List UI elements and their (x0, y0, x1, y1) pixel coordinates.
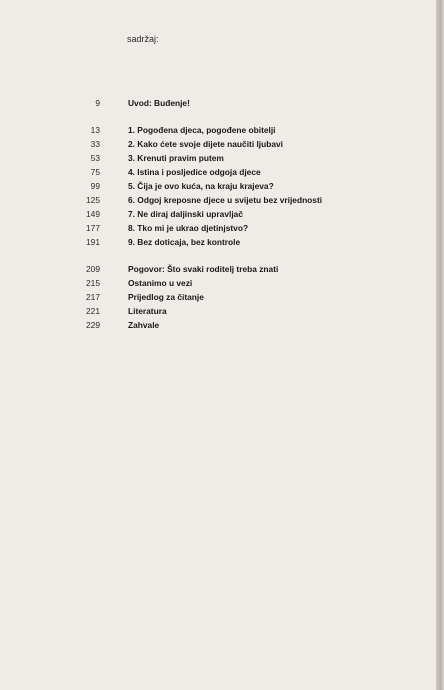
toc-entry-title: 8. Tko mi je ukrao djetinjstvo? (128, 223, 249, 233)
toc-page-number: 53 (90, 153, 100, 163)
toc-entry-title: Uvod: Buđenje! (128, 98, 190, 108)
toc-entry-title: Zahvale (128, 320, 160, 330)
toc-page-number: 215 (86, 278, 100, 288)
toc-page-number: 9 (95, 98, 100, 108)
toc-page-number: 149 (86, 209, 100, 219)
toc-entry-title: Ostanimo u vezi (128, 278, 193, 288)
toc-entry-title: 6. Odgoj kreposne djece u svijetu bez vrijednosti (128, 195, 323, 205)
show-through-text (50, 38, 59, 72)
toc-entry-title: Literatura (128, 306, 167, 316)
toc-page-number: 191 (86, 237, 100, 247)
toc-entry-title: 7. Ne diraj daljinski upravljač (128, 209, 243, 219)
toc-entry-title: Pogovor: Što svaki roditelj treba znati (128, 264, 279, 274)
toc-entry-title: 2. Kako ćete svoje dijete naučiti ljubavi (128, 139, 283, 149)
toc-entry-title: 1. Pogođena djeca, pogođene obitelji (128, 125, 276, 135)
toc-page-number: 221 (86, 306, 100, 316)
toc-page-number: 13 (90, 125, 100, 135)
toc-page-number: 99 (90, 181, 100, 191)
toc-entry-title: 4. Istina i posljedice odgoja djece (128, 167, 261, 177)
toc-page-number: 209 (86, 264, 100, 274)
toc-page-number: 33 (90, 139, 100, 149)
toc-entry-title: 3. Krenuti pravim putem (128, 153, 224, 163)
toc-entry-title: Prijedlog za čitanje (128, 292, 204, 302)
toc-page-number: 75 (90, 167, 100, 177)
toc-page-number: 177 (86, 223, 100, 233)
toc-entry-title: 5. Čija je ovo kuća, na kraju krajeva? (128, 181, 274, 191)
toc-page-number: 229 (86, 320, 100, 330)
toc-page-number: 125 (86, 195, 100, 205)
contents-header: sadržaj: (127, 34, 159, 44)
toc-page-number: 217 (86, 292, 100, 302)
toc-entry-title: 9. Bez doticaja, bez kontrole (128, 237, 241, 247)
page-edge (436, 0, 444, 690)
